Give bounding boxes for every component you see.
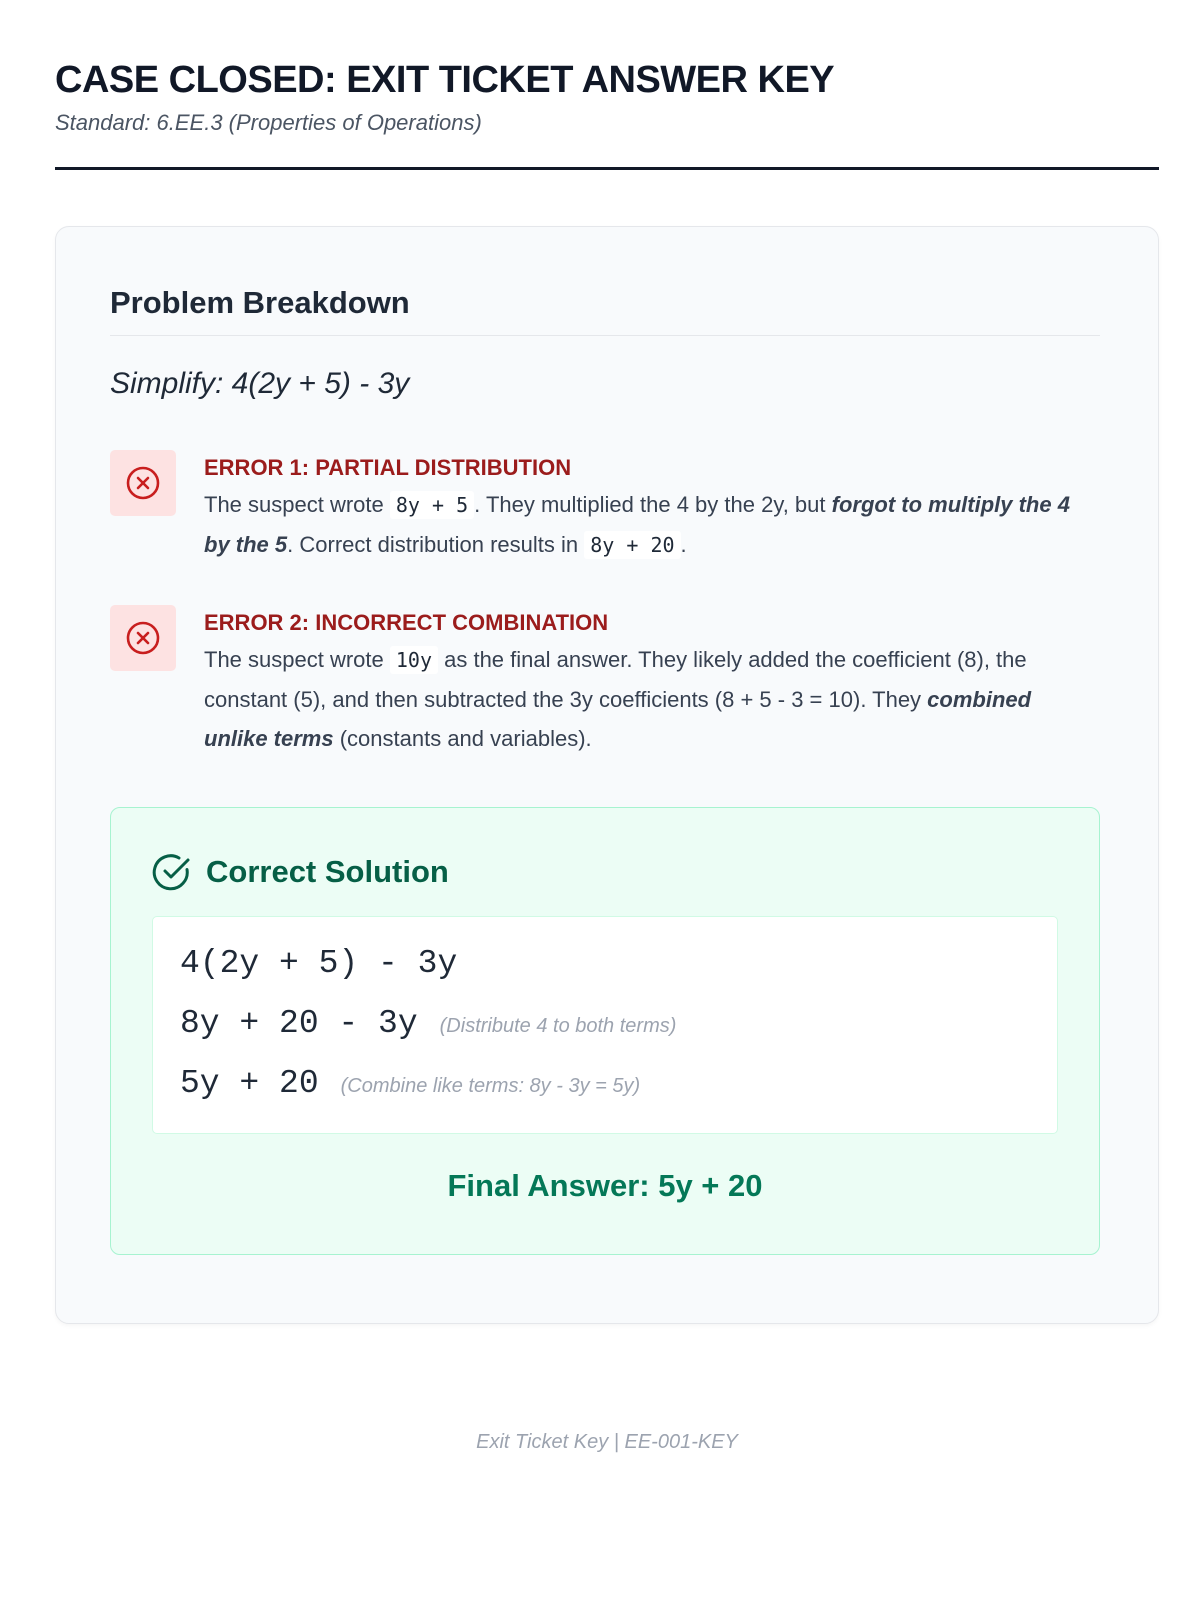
error-body: [204, 605, 1084, 758]
step-expression: 4(2y + 5) - 3y: [180, 945, 458, 982]
solution-title: Correct Solution: [206, 854, 449, 889]
footer-text: Exit Ticket Key | EE-001-KEY: [476, 1431, 738, 1453]
problem-breakdown-card: [55, 226, 1159, 1324]
code-snippet: 8y + 20: [584, 531, 680, 559]
solution-step: [180, 1063, 640, 1105]
error-text-segment: . They multiplied the 4 by the 2y, but: [474, 492, 832, 517]
error-description: [204, 485, 1084, 565]
solution-steps: [152, 916, 1058, 1134]
solution-header: [152, 852, 449, 892]
error-text-segment: The suspect wrote: [204, 492, 390, 517]
error-description: [204, 640, 1084, 758]
step-expression: 5y + 20: [180, 1065, 319, 1102]
error-text-segment: as the final answer. They likely added the coefficient (8), the constant (5), and then subtracted the 3y coefficients (8 + 5 - 3 = 10). They: [204, 647, 1027, 712]
error-emphasis: combined unlike terms: [204, 687, 1032, 751]
final-answer: Final Answer: 5y + 20: [447, 1168, 763, 1203]
error-heading: ERROR 2: INCORRECT COMBINATION: [204, 610, 609, 635]
header-divider: [55, 167, 1159, 170]
page-title: CASE CLOSED: EXIT TICKET ANSWER KEY: [55, 59, 835, 101]
error-body: [204, 450, 1084, 565]
code-snippet: 10y: [390, 646, 438, 674]
x-circle-icon: [110, 605, 176, 671]
code-snippet: 8y + 5: [390, 491, 474, 519]
breakdown-divider: [110, 335, 1100, 336]
step-expression: 8y + 20 - 3y: [180, 1005, 418, 1042]
step-note: (Combine like terms: 8y - 3y = 5y): [340, 1075, 641, 1097]
check-circle-icon: [152, 852, 192, 892]
breakdown-title: Problem Breakdown: [110, 285, 410, 320]
step-note: (Distribute 4 to both terms): [439, 1015, 677, 1037]
error-emphasis: forgot to multiply the 4 by the 5: [204, 492, 1070, 557]
standard-subtitle: Standard: 6.EE.3 (Properties of Operations): [55, 110, 482, 135]
error-text-segment: The suspect wrote: [204, 647, 390, 672]
error-text-segment: (constants and variables).: [333, 726, 592, 751]
solution-step: [180, 943, 457, 985]
error-text-segment: .: [680, 532, 687, 557]
error-heading: ERROR 1: PARTIAL DISTRIBUTION: [204, 455, 572, 480]
problem-statement: Simplify: 4(2y + 5) - 3y: [110, 367, 410, 400]
solution-step: [180, 1003, 676, 1045]
x-circle-icon: [110, 450, 176, 516]
answer-key-page: [55, 0, 1159, 1600]
error-text-segment: . Correct distribution results in: [287, 532, 585, 557]
correct-solution-box: [110, 807, 1100, 1255]
